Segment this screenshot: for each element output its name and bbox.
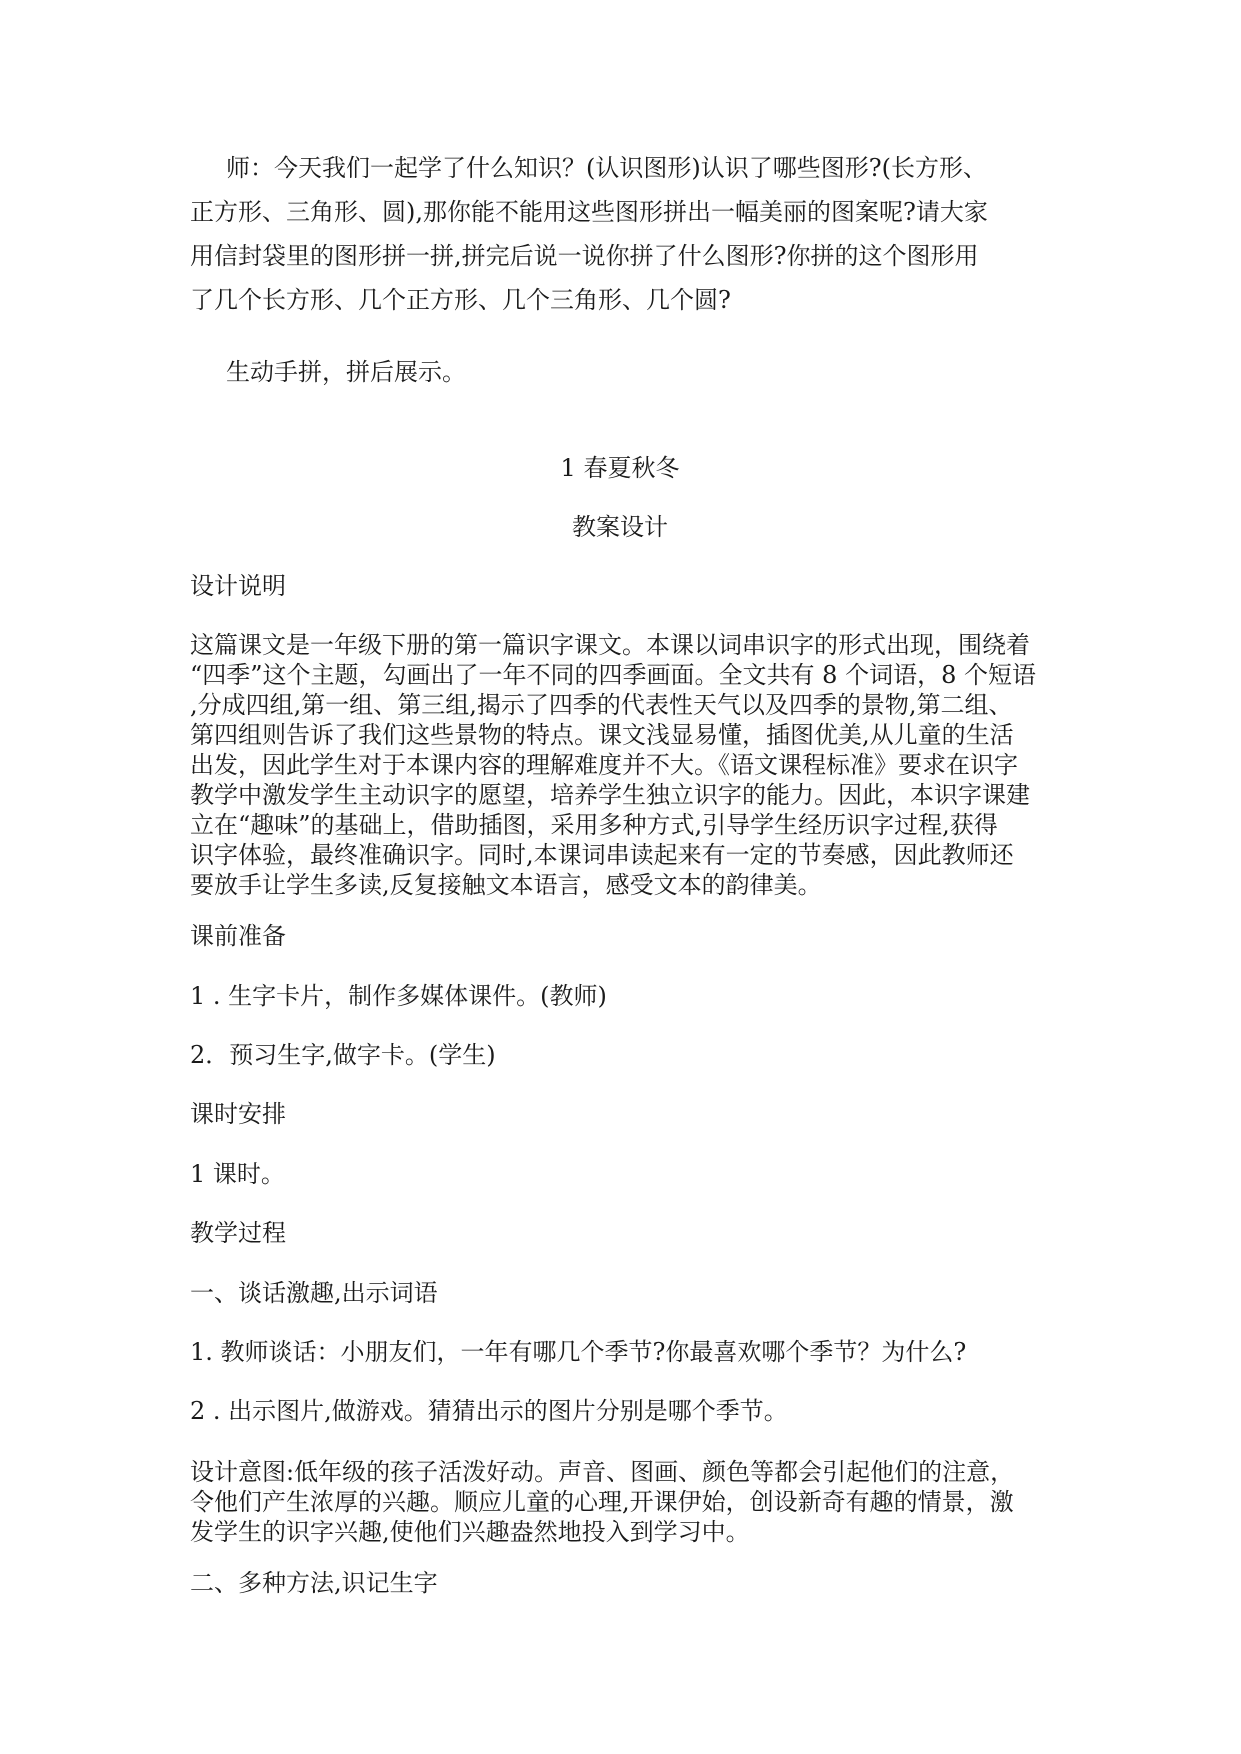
design-note-paragraph [190, 630, 1060, 900]
text-line: 设计意图:低年级的孩子活泼好动。声音、图画、颜色等都会引起他们的注意， [190, 1458, 1015, 1486]
text-line: 了几个长方形、几个正方形、几个三角形、几个圆? [190, 286, 731, 314]
text-line: 第四组则告诉了我们这些景物的特点。课文浅显易懂，插图优美,从儿童的生活 [190, 721, 1014, 749]
text-line: 出发，因此学生对于本课内容的理解难度并不大。《语文课程标准》要求在识字 [190, 751, 1018, 779]
text-line: ,分成四组,第一组、第三组,揭示了四季的代表性天气以及四季的景物,第二组、 [190, 691, 1013, 719]
text-line: 令他们产生浓厚的兴趣。顺应儿童的心理,开课伊始，创设新奇有趣的情景，激 [190, 1488, 1014, 1516]
process-heading: 教学过程 [190, 1219, 286, 1247]
schedule-heading: 课时安排 [190, 1100, 286, 1128]
text-line: 教学中激发学生主动识字的愿望，培养学生独立识字的能力。因此，本识字课建 [190, 781, 1030, 809]
section1-item: 2 . 出示图片,做游戏。猜猜出示的图片分别是哪个季节。 [190, 1397, 788, 1425]
teacher-paragraph [190, 146, 1060, 322]
text-line: 立在“趣味”的基础上，借助插图，采用多种方式,引导学生经历识字过程,获得 [190, 811, 998, 839]
design-note-heading: 设计说明 [190, 572, 286, 600]
text-line: 要放手让学生多读,反复接触文本语言，感受文本的韵律美。 [190, 871, 822, 899]
text-line: 发学生的识字兴趣,使他们兴趣盎然地投入到学习中。 [190, 1518, 750, 1546]
schedule-text: 1 课时。 [190, 1160, 285, 1188]
lesson-subtitle: 教案设计 [572, 513, 668, 541]
lesson-title: 1 春夏秋冬 [560, 454, 680, 482]
text-line: 识字体验，最终准确识字。同时,本课词串读起来有一定的节奏感，因此教师还 [190, 841, 1014, 869]
prep-heading: 课前准备 [190, 922, 286, 950]
design-intent-paragraph [190, 1457, 1060, 1547]
section1-heading: 一、谈话激趣,出示词语 [190, 1279, 438, 1307]
prep-item: 2．预习生字,做字卡。(学生) [190, 1041, 496, 1069]
text-line: 正方形、三角形、圆),那你能不能用这些图形拼出一幅美丽的图案呢?请大家 [190, 198, 988, 226]
text-line: 师：今天我们一起学了什么知识？(认识图形)认识了哪些图形?(长方形、 [226, 154, 987, 182]
section2-heading: 二、多种方法,识记生字 [190, 1569, 438, 1597]
section1-item: 1. 教师谈话：小朋友们，一年有哪几个季节?你最喜欢哪个季节？为什么? [190, 1338, 967, 1366]
text-line: 这篇课文是一年级下册的第一篇识字课文。本课以词串识字的形式出现，围绕着 [190, 631, 1030, 659]
prep-item: 1 . 生字卡片，制作多媒体课件。(教师) [190, 982, 607, 1010]
text-line: 用信封袋里的图形拼一拼,拼完后说一说你拼了什么图形?你拼的这个图形用 [190, 242, 979, 270]
student-paragraph: 生动手拼，拼后展示。 [226, 358, 466, 386]
text-line: “四季”这个主题，勾画出了一年不同的四季画面。全文共有 8 个词语，8 个短语 [190, 661, 1036, 689]
